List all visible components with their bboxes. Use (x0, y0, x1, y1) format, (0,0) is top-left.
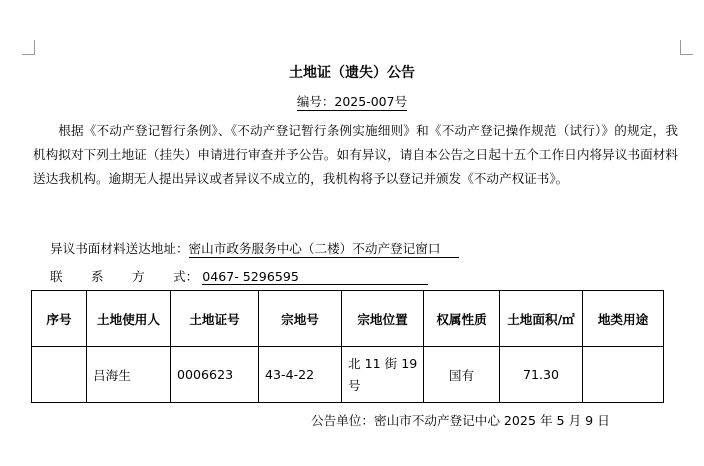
cell-land-area: 71.30 (500, 347, 583, 403)
page-corner-mark-left (22, 40, 35, 55)
address-value: 密山市政务服务中心（二楼）不动产登记窗口 (189, 238, 459, 258)
contact-label-char: 式： (173, 269, 199, 284)
contact-label-char: 系 (91, 269, 104, 284)
header-ownership: 权属性质 (424, 291, 500, 347)
header-certificate-no: 土地证号 (171, 291, 259, 347)
cell-ownership: 国有 (424, 347, 500, 403)
cell-land-user: 吕海生 (87, 347, 171, 403)
header-parcel-no: 宗地号 (259, 291, 342, 347)
objection-address-line (50, 238, 459, 258)
cell-certificate-no: 0006623 (171, 347, 259, 403)
doc-number-text: 编号：2025-007号 (296, 94, 408, 109)
contact-label-char: 方 (132, 269, 145, 284)
contact-line (50, 266, 428, 285)
notice-footer: 公告单位：密山市不动产登记中心 2025 年 5 月 9 日 (311, 413, 610, 428)
contact-value: 0467- 5296595 (202, 269, 428, 285)
cell-parcel-no: 43-4-22 (259, 347, 342, 403)
header-parcel-location: 宗地位置 (342, 291, 424, 347)
contact-label-char: 联 (50, 269, 63, 284)
page-corner-mark-right (680, 40, 693, 55)
table-row (32, 347, 664, 403)
address-label: 异议书面材料送达地址： (50, 241, 189, 256)
notice-title: 土地证（遗失）公告 (289, 65, 415, 81)
header-land-user: 土地使用人 (87, 291, 171, 347)
table-header-row (32, 291, 664, 347)
doc-number (0, 92, 704, 110)
cell-land-use (583, 347, 664, 403)
cell-parcel-location: 北 11 街 19 号 (342, 347, 424, 403)
cell-serial (32, 347, 87, 403)
contact-label (50, 269, 198, 284)
header-serial: 序号 (32, 291, 87, 347)
notice-body: 根据《不动产登记暂行条例》、《不动产登记暂行条例实施细则》和《不动产登记操作规范（试行）》的规定，我机构拟对下列土地证（挂失）申请进行审查并予公告。如有异议，请自本公告之日起十五个工作日内将异议书面材料送达我机构。逾期无人提出异议或者异议不成立的，我机构将予以登记并颁发《不动产权证书》。 (33, 123, 678, 186)
land-certificate-table (31, 290, 664, 403)
header-land-use: 地类用途 (583, 291, 664, 347)
header-land-area: 土地面积/㎡ (500, 291, 583, 347)
